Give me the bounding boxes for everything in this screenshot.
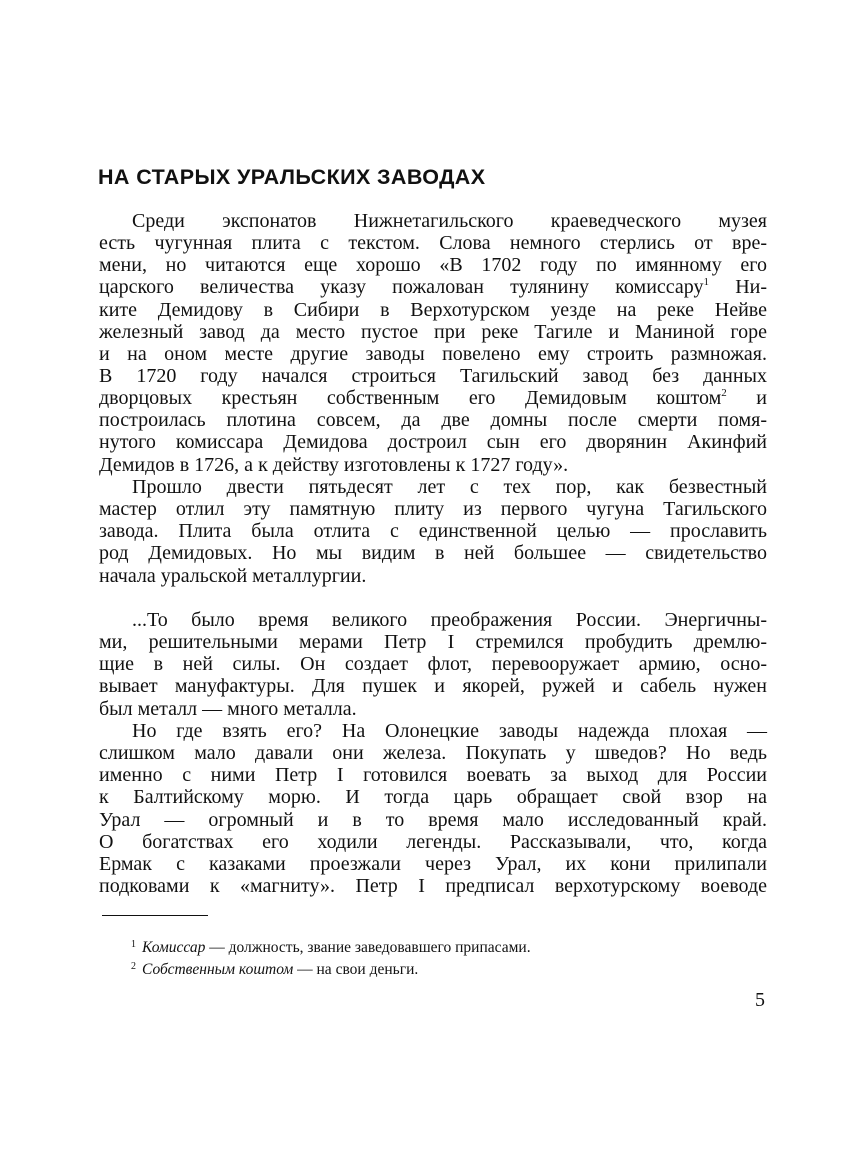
footnote-mark: 2 — [131, 961, 136, 972]
text-segment: царского величества указу пожалован тулянину комиссару — [99, 276, 704, 299]
text-line: начала уральской металлургии. — [99, 564, 367, 587]
text-line: построилась плотина совсем, да две домны после смерти помя- — [99, 409, 767, 432]
text-line: Демидов в 1726, а к действу изготовлены к 1727 году». — [99, 453, 569, 476]
text-line: В 1720 году начался строиться Тагильский завод без данных — [99, 364, 767, 387]
text-line: Урал — огромный и в то время мало исследованный край. — [99, 808, 767, 831]
text-line: Среди экспонатов Нижнетагильского краеведческого музея — [132, 210, 767, 232]
text-line: Ермак с казаками проезжали через Урал, их кони прилипали — [99, 852, 767, 875]
text-segment: и — [726, 387, 767, 410]
text-line: ките Демидову в Сибири в Верхотурском уезде на реке Нейве — [99, 298, 767, 321]
text-line: О богатствах его ходили легенды. Рассказывали, что, когда — [99, 830, 767, 853]
text-line: мастер отлил эту памятную плиту из первого чугуна Тагильского — [99, 498, 767, 521]
text-line: нутого комиссара Демидова достроил сын его дворянин Акинфий — [99, 431, 767, 454]
footnote-term: Комиссар — [142, 939, 206, 956]
text-line: есть чугунная плита с текстом. Слова немного стерлись от вре- — [99, 232, 767, 255]
footnote-1 — [131, 935, 691, 957]
text-line: Прошло двести пятьдесят лет с тех пор, как безвестный — [132, 476, 767, 498]
text-line — [99, 276, 767, 298]
text-line: ми, решительными мерами Петр I стремился пробудить дремлю- — [99, 631, 767, 654]
text-line: к Балтийскому морю. И тогда царь обращает свой взор на — [99, 786, 767, 809]
footnote-2 — [131, 957, 691, 979]
text-line: Но где взять его? На Олонецкие заводы надежда плохая — — [132, 720, 767, 742]
footnote-mark: 1 — [131, 939, 136, 950]
footnote-ref-1: 1 — [703, 276, 710, 289]
footnote-divider — [102, 915, 208, 916]
chapter-title: НА СТАРЫХ УРАЛЬСКИХ ЗАВОДАХ — [98, 165, 486, 189]
paragraph-museum-plate — [99, 210, 767, 476]
footnote-ref-2: 2 — [721, 387, 727, 400]
text-line: род Демидовых. Но мы видим в ней большее — свидетельство — [99, 542, 767, 565]
text-line: мени, но читаются еще хорошо «В 1702 году по имянному его — [99, 254, 767, 277]
text-line: слишком мало давали они железа. Покупать у шведов? Но ведь — [99, 742, 767, 765]
text-line: и на оном месте другие заводы повелено ему строить размножая. — [99, 342, 767, 365]
paragraph-two-hundred-fifty-years — [99, 476, 767, 587]
paragraph-peter-era — [99, 609, 767, 720]
footnotes — [131, 935, 691, 979]
text-line: щие в ней силы. Он создает флот, перевооружает армию, осно- — [99, 653, 767, 676]
footnote-term: Собственным коштом — [142, 961, 294, 978]
text-line: железный завод да место пустое при реке Тагиле и Маниной горе — [99, 320, 767, 343]
text-line: подковами к «магниту». Петр I предписал верхотурскому воеводе — [99, 874, 767, 897]
text-line: завода. Плита была отлита с единственной целью — прославить — [99, 520, 767, 543]
paragraph-ural — [99, 720, 767, 897]
text-segment: дворцовых крестьян собственным его Демидовым коштом — [99, 387, 722, 410]
page-number: 5 — [755, 989, 765, 1011]
footnote-definition: — на свои деньги. — [293, 961, 419, 978]
text-line — [99, 387, 767, 409]
text-line: был металл — много металла. — [99, 697, 357, 720]
text-line: вывает мануфактуры. Для пушек и якорей, ружей и сабель нужен — [99, 675, 767, 698]
text-line: именно с ними Петр I готовился воевать за выход для России — [99, 764, 767, 787]
text-segment: Ни- — [709, 276, 767, 299]
text-line: ...То было время великого преображения России. Энергичны- — [132, 609, 767, 631]
footnote-definition: — должность, звание заведовавшего припасами. — [205, 939, 531, 956]
